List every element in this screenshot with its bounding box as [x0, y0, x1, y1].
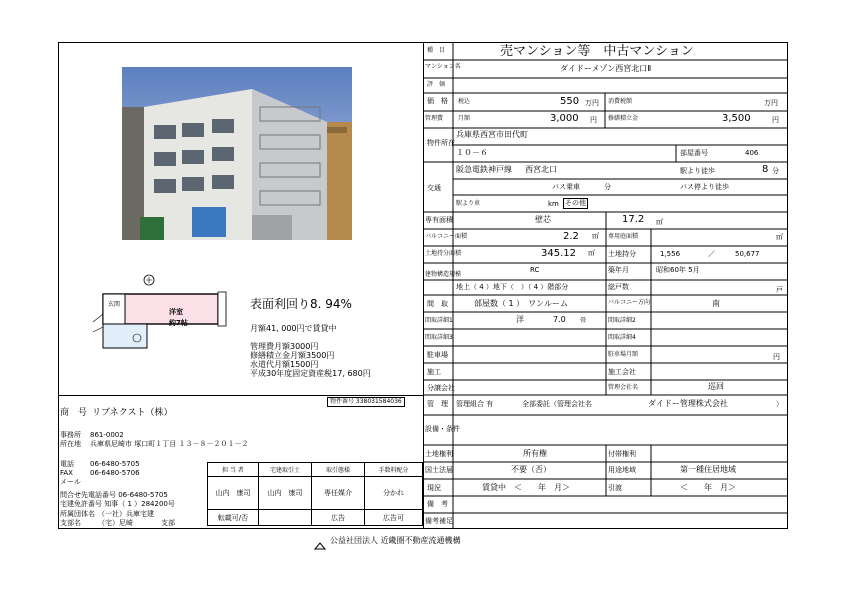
area-unit: ㎡ [656, 218, 663, 226]
national-land-act: 不要（否） [511, 465, 551, 474]
balcony-unit: ㎡ [592, 232, 599, 240]
land-share-area: 345.12 [541, 248, 576, 259]
floorplan-room-size: 約7帖 [169, 319, 188, 327]
structure-label: 建物構造規模 [425, 271, 462, 278]
total-units-label: 総戸数 [608, 283, 629, 291]
rent-text: 月額41, 000円で賃貸中 [250, 324, 337, 333]
walk-label: 駅より徒歩 [680, 167, 715, 175]
agent-table-v1: 山内 康司 [208, 477, 259, 510]
agent-tel-label: 電話 [60, 460, 74, 468]
handover-label: 引渡 [608, 484, 622, 492]
built-label: 築年月 [608, 266, 629, 274]
layout-label: 間 取 [427, 300, 448, 308]
agent-name-label: 商 号 [60, 408, 88, 418]
ancillary-rights-label: 付帯権利 [608, 450, 636, 458]
consumption-unit: 万円 [764, 99, 778, 107]
handover-value: ＜ 年 月＞ [680, 483, 736, 492]
balcony-direction-label: バルコニー方向 [608, 299, 651, 306]
agent-assoc-label: 所属団体名 [60, 510, 95, 518]
agent-table-h3: 取引態様 [312, 463, 365, 477]
facilities-label: 設備・条件 [425, 425, 460, 433]
land-share-den: 50,677 [735, 250, 760, 258]
repair-fund-label: 修繕積立金 [608, 115, 639, 122]
builder-label: 施工会社 [608, 368, 636, 376]
mgmt-style: 巡回 [708, 382, 724, 391]
property-number: 物件番号 338031584036 [327, 397, 405, 407]
yield-line-3: 水道代月額1500円 [250, 360, 319, 369]
repair-fund-value: 3,500 [722, 113, 751, 124]
agent-fax: 06-6480-5706 [90, 469, 140, 477]
agent-table-h2: 宅建取引士 [259, 463, 312, 477]
zoning-label: 用途地域 [608, 466, 636, 474]
room-detail-4-label: 間取詳細4 [608, 334, 636, 341]
mgmt-style-label: 管理会社名 [608, 384, 639, 391]
management-union: 管理組合 有 [456, 400, 494, 408]
yield-line-1: 管理費月額3000円 [250, 342, 319, 351]
other-label: その他 [565, 199, 586, 207]
name-label: マンション名 [425, 63, 461, 70]
land-rights-label: 土地権利 [425, 450, 453, 458]
agent-office-label: 事務所 [60, 431, 81, 439]
footer-organization: 公益社団法人 近畿圏不動産流通機構 [330, 536, 461, 545]
rating-label: 評 価 [427, 81, 446, 88]
bus-walk-label: バス停より徒歩 [680, 183, 729, 191]
room-detail-1-type: 洋 [516, 315, 524, 324]
mgmt-fee-label: 管理費 [425, 115, 444, 122]
bus-label: バス乗車 [552, 183, 580, 191]
management-company: ダイドー管理株式会社 [648, 399, 728, 408]
mgmt-fee-unit: 円 [590, 116, 597, 124]
floorplan-entry-label: 玄関 [108, 301, 121, 308]
walk-unit: 分 [772, 167, 779, 175]
mgmt-fee-value: 3,000 [550, 113, 579, 124]
land-share-num: 1,556 [660, 250, 681, 258]
area-label: 専有面積 [425, 216, 453, 224]
structure-type: RC [530, 266, 540, 274]
agent-name: リブネクスト（株） [92, 408, 173, 418]
agent-address: 兵庫県尼崎市 塚口町１丁目 １３－８－２０１－２ [90, 440, 249, 448]
station-name: 西宮北口 [525, 165, 557, 174]
traffic-label: 交通 [427, 184, 441, 192]
private-garden-label: 専用庭面積 [608, 233, 639, 240]
address-2: １０－６ [456, 148, 488, 157]
layout-value: 部屋数（ 1 ） ワンルーム [474, 299, 568, 308]
parking-fee-label: 駐車場月額 [608, 351, 639, 358]
train-line: 阪急電鉄神戸線 [456, 165, 512, 174]
room-detail-1-label: 間取詳細1 [425, 317, 453, 324]
location-label: 物件所在 [427, 139, 455, 147]
management-form: 全部委託（管理会社名 [522, 400, 592, 408]
total-units-unit: 戸 [776, 286, 783, 294]
remarks-supplement-label: 備考補足 [425, 517, 453, 525]
walk-minutes: 8 [762, 164, 769, 175]
status-value: 賃貸中 ＜ 年 月＞ [482, 483, 570, 492]
price-sub: 税込 [458, 98, 471, 105]
management-label: 管 理 [427, 400, 448, 408]
type-label: 種 目 [427, 47, 446, 54]
agent-office: 861-0002 [90, 431, 124, 439]
balcony-direction: 南 [712, 299, 720, 308]
agent-table-h1: 担 当 者 [208, 463, 259, 477]
room-detail-3-label: 間取詳細3 [425, 334, 453, 341]
agent-mail-label: メール [60, 478, 81, 486]
floorplan-room-label: 洋室 [169, 308, 183, 316]
consumption-label: 消費税額 [608, 98, 633, 105]
balcony-label: バルコニー面積 [425, 233, 468, 240]
land-share-area-label: 土地持分面積 [425, 250, 462, 257]
agent-table-v3: 専任媒介 [312, 477, 365, 510]
agent-table-ad3: 広告可 [365, 510, 423, 526]
agent-address-label: 所在地 [60, 440, 81, 448]
room-number-label: 部屋番号 [680, 149, 708, 157]
area-value: 17.2 [622, 214, 645, 225]
bus-unit: 分 [604, 183, 611, 191]
agent-assoc: （一社）兵庫宅建 [98, 510, 154, 518]
zoning: 第一種住居地域 [680, 465, 736, 474]
property-name: ダイドーメゾン西宮北口Ⅱ [560, 64, 652, 73]
agent-table-h4: 手数料配分 [365, 463, 423, 477]
agent-tel: 06-6480-5705 [90, 460, 140, 468]
agent-branch-label: 支部名 [60, 519, 81, 527]
agent-table-ad2: 広告 [312, 510, 365, 526]
organization-logo-icon [314, 536, 326, 546]
remarks-label: 備 考 [427, 500, 448, 508]
land-rights: 所有権 [523, 449, 547, 458]
built-date: 昭和60年 5月 [656, 266, 700, 274]
price-label: 価 格 [427, 97, 448, 105]
room-detail-1-unit: 畳 [580, 317, 587, 324]
structure-floors: 地上（ 4 ）地下（ ）（ 4 ）階部分 [456, 283, 569, 291]
land-share-area-unit: ㎡ [588, 249, 595, 257]
repair-fund-unit: 円 [772, 116, 779, 124]
room-detail-1-size: 7.0 [553, 315, 566, 324]
status-label: 現況 [427, 484, 441, 492]
land-share-sep: ／ [708, 250, 715, 258]
parking-label: 駐車場 [427, 351, 448, 359]
agent-table-ad-label: 転載可/否 [208, 510, 259, 526]
agent-license: 宅建免許番号 知事（ 1 ）284200号 [60, 500, 175, 508]
construction-label: 施工 [427, 368, 441, 376]
yield-line-2: 修繕積立金月額3500円 [250, 351, 335, 360]
car-label: 駅より車 [456, 200, 481, 207]
land-share-label: 土地持分 [608, 250, 636, 258]
agent-contact: 問合せ先電話番号 06-6480-5705 [60, 491, 168, 499]
car-unit: km [548, 200, 559, 208]
seller-label: 分譲会社 [427, 384, 455, 392]
agent-branch: （宅）尼崎 支部 [98, 519, 175, 527]
price-value: 550 [560, 96, 580, 107]
document-title: 売マンション等 中古マンション [500, 44, 694, 59]
agent-table-v4: 分かれ [365, 477, 423, 510]
management-close: ） [776, 400, 783, 408]
parking-fee-unit: 円 [773, 353, 780, 361]
yield-headline: 表面利回り8. 94% [250, 297, 352, 311]
room-number: 406 [745, 149, 759, 157]
yield-line-4: 平成30年度固定資産税17, 680円 [250, 369, 371, 378]
balcony-value: 2.2 [563, 231, 579, 242]
mgmt-fee-sub: 月額 [458, 115, 471, 122]
agent-fax-label: FAX [60, 469, 73, 477]
national-land-act-label: 国土法届 [425, 466, 453, 474]
agent-table-v2: 山内 康司 [259, 477, 312, 510]
price-unit: 万円 [585, 99, 599, 107]
private-garden-unit: ㎡ [776, 233, 783, 241]
area-basis: 壁芯 [535, 215, 551, 224]
address-1: 兵庫県西宮市田代町 [456, 130, 528, 139]
room-detail-2-label: 間取詳細2 [608, 317, 636, 324]
